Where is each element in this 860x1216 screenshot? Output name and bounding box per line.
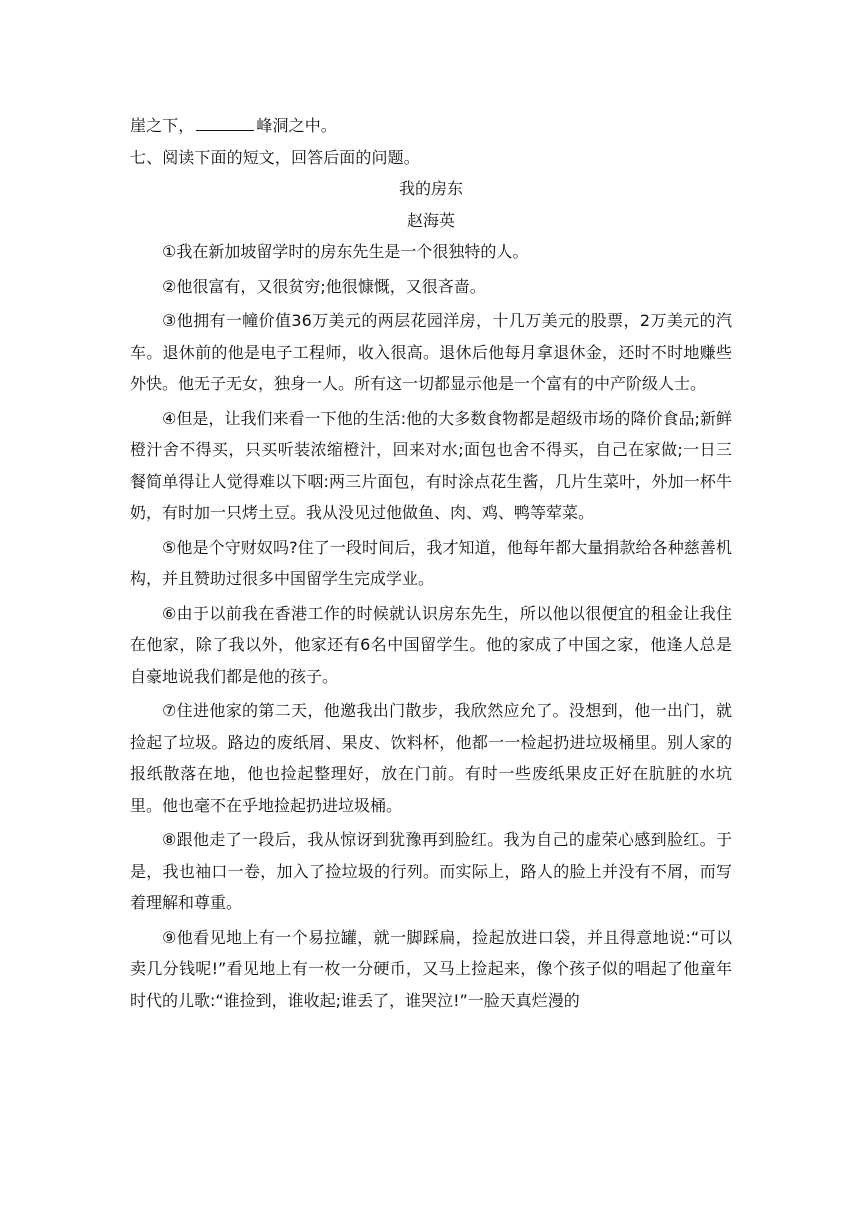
continuation-before: 崖之下，: [130, 116, 195, 135]
paragraph-3: ③他拥有一幢价值36万美元的两层花园洋房，十几万美元的股票，2万美元的汽车。退休前的他是电子工程师，收入很高。退休后他每月拿退休金，还时不时地赚些外快。他无子无女，独身一人。所有这一切都显示他是一个富有的中产阶级人士。: [130, 311, 732, 393]
document-content: [130, 110, 732, 1016]
paragraph-6: ⑥由于以前我在香港工作的时候就认识房东先生，所以他以很便宜的租金让我住在他家，除了我以外，他家还有6名中国留学生。他的家成了中国之家，他逢人总是自豪地说我们都是他的孩子。: [130, 603, 732, 686]
paragraph-5: ⑤他是个守财奴吗?住了一段时间后，我才知道，他每年都大量捐款给各种慈善机构，并且赞助过很多中国留学生完成学业。: [130, 537, 732, 588]
continuation-after: 峰洞之中。: [256, 116, 337, 135]
paragraph-7: ⑦住进他家的第二天，他邀我出门散步，我欣然应允了。没想到，他一出门，就捡起了垃圾。路边的废纸屑、果皮、饮料杯，他都一一检起扔进垃圾桶里。别人家的报纸散落在地，他也捡起整理好，放在门前。有时一些废纸果皮正好在肮脏的水坑里。他也毫不在乎地捡起扔进垃圾桶。: [130, 701, 732, 815]
article-title: 我的房东: [398, 179, 463, 198]
paragraph-1: ①我在新加坡留学时的房东先生是一个很独特的人。: [162, 242, 529, 261]
paragraph-9: ⑨他看见地上有一个易拉罐，就一脚踩扁，捡起放进口袋，并且得意地说:“可以卖几分钱呢!”看见地上有一枚一分硬币，又马上捡起来，像个孩子似的唱起了他童年时代的儿歌:“谁捡到，谁收起;谁丢了，谁哭泣!”一脸天真烂漫的: [130, 927, 732, 1010]
section-heading: 七、阅读下面的短文，回答后面的问题。: [130, 147, 420, 167]
article-author: 赵海英: [406, 210, 455, 230]
continuation-line: [130, 110, 732, 142]
paragraph-8: ⑧跟他走了一段后，我从惊讶到犹豫再到脸红。我为自己的虚荣心感到脸红。于是，我也袖口一卷，加入了捡垃圾的行列。而实际上，路人的脸上并没有不屑，而写着理解和尊重。: [130, 830, 732, 912]
paragraph-2: ②他很富有，又很贫穷;他很慷慨，又很吝啬。: [162, 276, 486, 296]
paragraph-4: ④但是，让我们来看一下他的生活:他的大多数食物都是超级市场的降价食品;新鲜橙汁舍不得买，只买听装浓缩橙汁，回来对水;面包也舍不得买，自己在家做;一日三餐简单得让人觉得难以下咽:两三片面包，有时涂点花生酱，几片生菜叶，外加一杯牛奶，有时加一只烤土豆。我从没见过他做鱼、肉、鸡、鸭等荤菜。: [130, 408, 732, 522]
fill-in-blank[interactable]: [196, 116, 254, 131]
